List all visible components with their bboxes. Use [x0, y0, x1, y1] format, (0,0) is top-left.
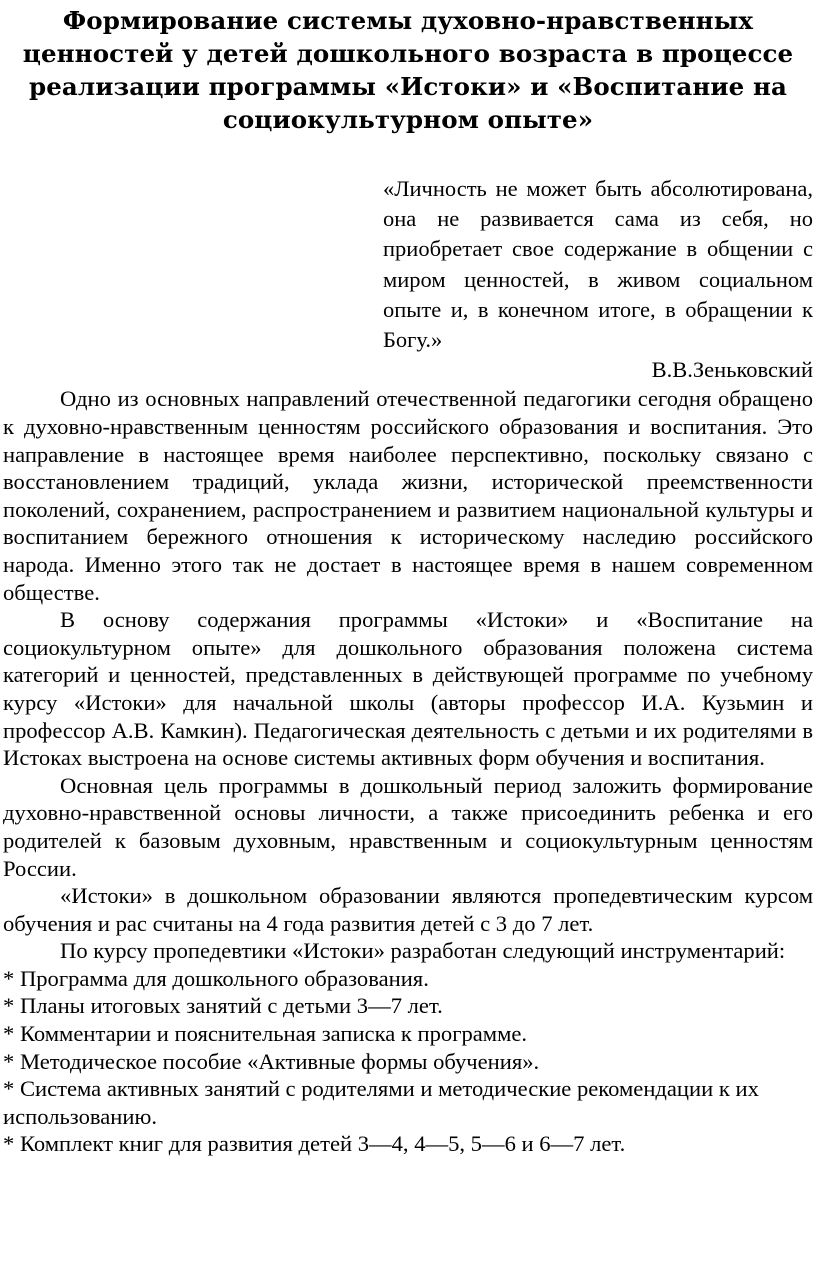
list-item: * Программа для дошкольного образования.	[3, 965, 429, 991]
paragraph-program-basis: В основу содержания программы «Истоки» и «Воспитание на социокультурном опыте» для дошкольного образования положена система категорий и ценностей, представленных в действующей программе по учебному курсу «Истоки» для начальной школы (авторы профессор И.А. Кузьмин и профессор А.В. Камкин). Педагогическая деятельность с детьми и их родителями в Истоках выстроена на основе системы активных форм обучения и воспитания.	[3, 607, 813, 771]
toolkit-list	[3, 965, 813, 1158]
body-text	[3, 385, 813, 1158]
list-item: * Методическое пособие «Активные формы обучения».	[3, 1048, 540, 1074]
list-item: * Система активных занятий с родителями и методические рекомендации к их использованию.	[3, 1076, 759, 1129]
list-item: * Комплект книг для развития детей 3—4, 4—5, 5—6 и 6—7 лет.	[3, 1131, 626, 1157]
epigraph-author: В.В.Зеньковский	[651, 357, 813, 383]
paragraph-program-goal: Основная цель программы в дошкольный период заложить формирование духовно-нравственной основы личности, а также присоединить ребенка и его родителей к базовым духовным, нравственным и социокультурным ценностям России.	[3, 772, 813, 881]
list-item: * Планы итоговых занятий с детьми 3—7 лет.	[3, 993, 443, 1019]
epigraph-quote: «Личность не может быть абсолютирована, она не развивается сама из себя, но приобретает свое содержание в общении с миром ценностей, в живом социальном опыте и, в конечном итоге, в обращении к Богу.»	[383, 176, 813, 353]
paragraph-toolkit-intro: По курсу пропедевтики «Истоки» разработан следующий инструментарий:	[60, 938, 786, 964]
list-item: * Комментарии и пояснительная записка к программе.	[3, 1021, 528, 1047]
epigraph	[383, 174, 813, 385]
paragraph-preschool-course: «Истоки» в дошкольном образовании являются пропедевтическим курсом обучения и рас считаны на 4 года развития детей с 3 до 7 лет.	[3, 883, 813, 936]
paragraph-intro: Одно из основных направлений отечественной педагогики сегодня обращено к духовно-нравственным ценностям российского образования и воспитания. Это направление в настоящее время наиболее перспективно, поскольку связано с восстановлением традиций, уклада жизни, исторической преемственности поколений, сохранением, распространением и развитием национальной культуры и воспитанием бережного отношения к историческому наследию российского народа. Именно этого так не достает в настоящее время в нашем современном обществе.	[3, 386, 813, 605]
document-title: Формирование системы духовно-нравственных ценностей у детей дошкольного возраста в процессе реализации программы «Истоки» и «Воспитание на социокультурном опыте»	[22, 6, 794, 134]
